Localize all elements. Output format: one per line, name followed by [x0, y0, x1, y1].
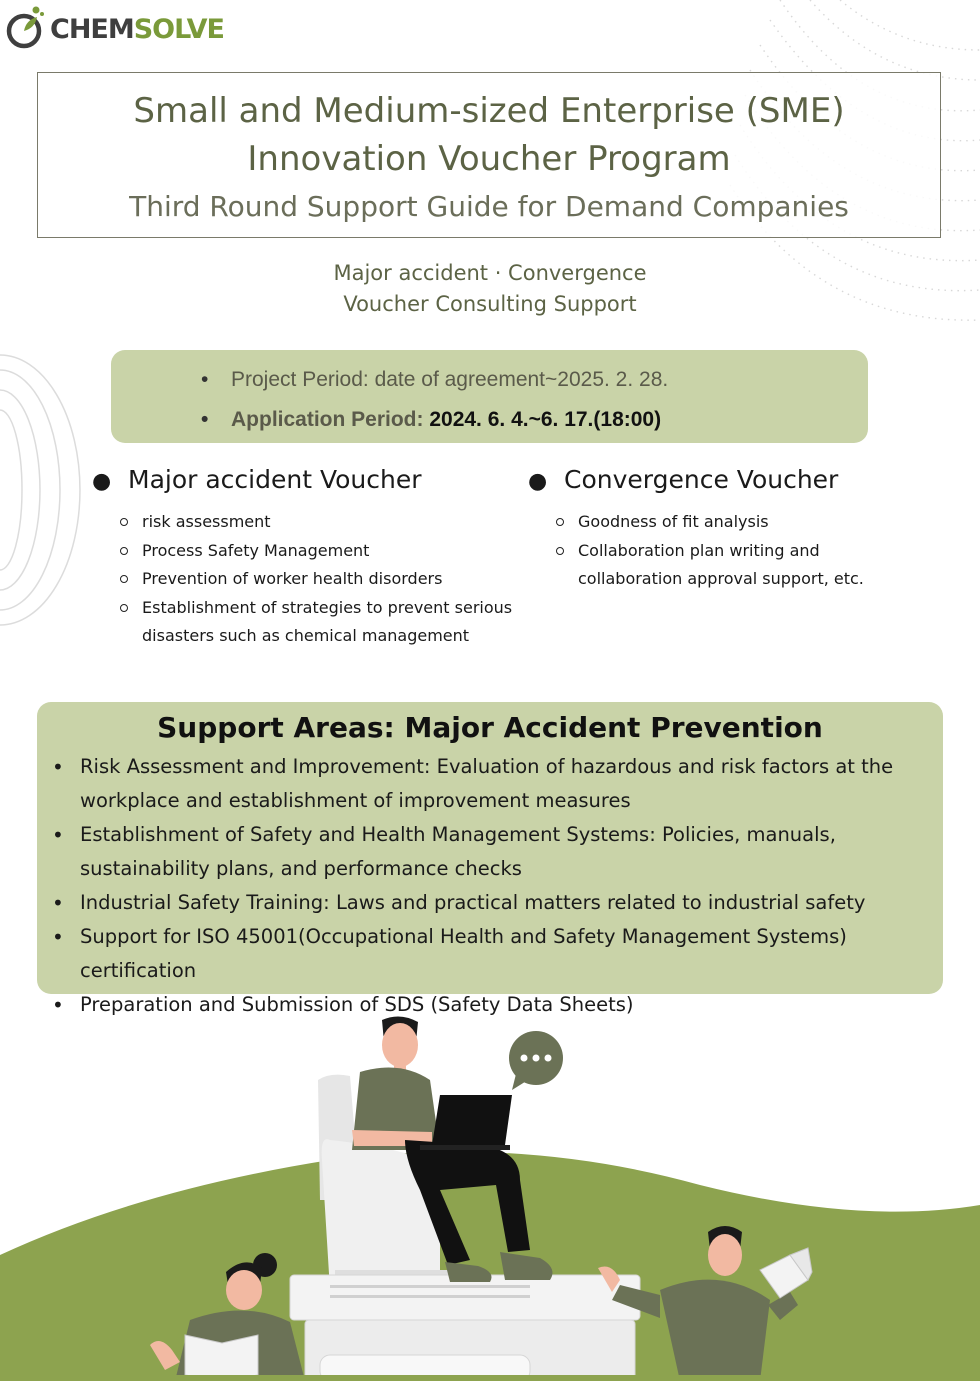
page-title-line1: Small and Medium-sized Enterprise (SME) [133, 91, 845, 131]
convergence-voucher-list [528, 508, 878, 594]
period-box [111, 350, 868, 443]
brand-name [50, 14, 224, 45]
subheading-line1: Major accident · Convergence [333, 261, 647, 285]
support-areas-list [37, 750, 943, 1022]
major-accident-voucher-title: Major accident Voucher [128, 465, 422, 494]
list-item: Prevention of worker health disorders [142, 565, 522, 594]
page-subtitle: Third Round Support Guide for Demand Companies [129, 190, 849, 223]
list-item: Goodness of fit analysis [578, 508, 878, 537]
project-period: • Project Period: date of agreement~2025. 2. 28. [231, 360, 868, 400]
support-areas-box [37, 702, 943, 1016]
list-item: • Preparation and Submission of SDS (Safety Data Sheets) [80, 988, 943, 1022]
leaf-drop-logo-icon [4, 4, 46, 50]
brand-logo [4, 4, 224, 50]
list-item: • Support for ISO 45001(Occupational Health and Safety Management Systems) certification [80, 920, 943, 988]
application-period [231, 400, 868, 440]
major-accident-voucher-section: ● Major accident Voucher risk assessment Process Safety Management Prevention of worker health disorders Establishment of strategies to prevent serious disasters such as chemical management [92, 462, 522, 651]
list-item: Process Safety Management [142, 537, 522, 566]
consulting-subheading [0, 258, 980, 320]
application-period-value: 2024. 6. 4.~6. 17.(18:00) [429, 408, 662, 431]
application-period-label: Application Period: [231, 408, 430, 431]
book-stack [290, 1275, 640, 1381]
list-item: • Risk Assessment and Improvement: Evaluation of hazardous and risk factors at the workplace and establishment of improvement measures [80, 750, 943, 818]
support-areas-title: Support Areas: Major Accident Prevention [157, 711, 823, 744]
list-item: • Establishment of Safety and Health Management Systems: Policies, manuals, sustainability plans, and performance checks [80, 818, 943, 886]
title-box [37, 72, 941, 238]
period-list [111, 350, 868, 440]
brand-name-part2: SOLVE [133, 13, 224, 45]
chat-bubble-icon [509, 1031, 563, 1090]
brand-name-part1: CHEM [50, 13, 134, 45]
people-studying-illustration [0, 1000, 980, 1381]
arc-lines-decoration [0, 350, 90, 630]
list-item: risk assessment [142, 508, 522, 537]
convergence-voucher-section: ● Convergence Voucher Goodness of fit analysis Collaboration plan writing and collaboration approval support, etc. [528, 462, 958, 594]
list-item: Collaboration plan writing and collaboration approval support, etc. [578, 537, 878, 594]
major-accident-voucher-list [92, 508, 522, 651]
convergence-voucher-title: Convergence Voucher [564, 465, 839, 494]
list-item: Establishment of strategies to prevent serious disasters such as chemical management [142, 594, 522, 651]
list-item: • Industrial Safety Training: Laws and practical matters related to industrial safety [80, 886, 943, 920]
page-title-line2: Innovation Voucher Program [247, 139, 731, 179]
subheading-line2: Voucher Consulting Support [343, 292, 637, 316]
